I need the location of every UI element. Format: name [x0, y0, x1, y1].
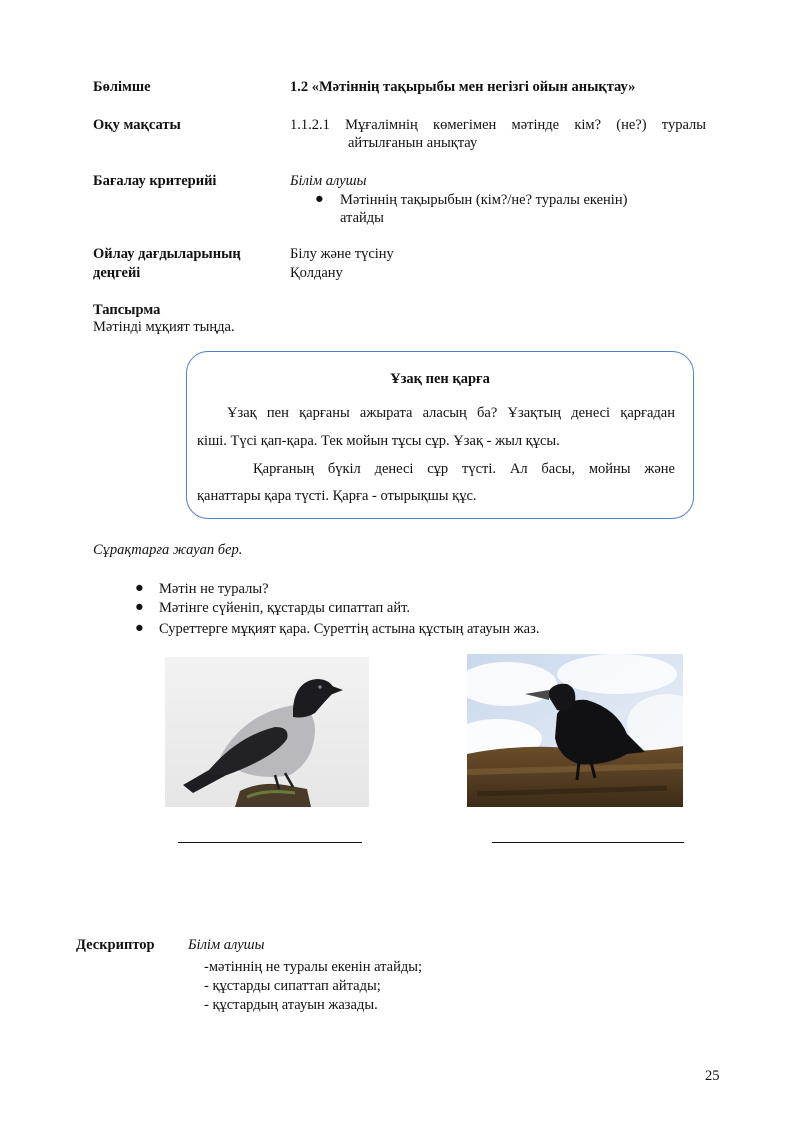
- descriptor-item: - құстарды сипаттап айтады;: [204, 978, 381, 994]
- story-line-3: Қарғаның бүкіл денесі сұр түсті. Ал басы, мойны және: [253, 461, 675, 477]
- question-item: Мәтінге сүйеніп, құстарды сипаттап айт.: [159, 600, 410, 616]
- story-title: Ұзақ пен қарға: [390, 371, 490, 387]
- section-value: 1.2 «Мәтіннің тақырыбы мен негізгі ойын анықтау»: [290, 79, 636, 95]
- question-item: Мәтін не туралы?: [159, 581, 269, 597]
- answer-line-left[interactable]: [178, 842, 362, 843]
- story-line-4: қанаттары қара түсті. Қарға - отырықшы құс.: [197, 488, 477, 504]
- question-bullet-icon: ●: [135, 580, 144, 596]
- questions-intro: Сұрақтарға жауап бер.: [93, 542, 243, 558]
- objective-line1: 1.1.2.1 Мұғалімнің көмегімен мәтінде кім? (не?) туралы: [290, 117, 706, 133]
- story-line-2: кіші. Түсі қап-қара. Тек мойын тұсы сұр. Ұзақ - жыл құсы.: [197, 433, 560, 449]
- rook-photo: [467, 654, 683, 807]
- page-number: 25: [705, 1068, 720, 1084]
- descriptor-item: -мәтіннің не туралы екенін атайды;: [204, 959, 423, 975]
- descriptor-item: - құстардың атауын жазады.: [204, 997, 378, 1013]
- task-text: Мәтінді мұқият тыңда.: [93, 319, 235, 335]
- thinking-label-line1: Ойлау дағдыларының: [93, 246, 241, 262]
- hooded-crow-image: [165, 657, 369, 807]
- criteria-label: Бағалау критерийі: [93, 173, 217, 189]
- rook-image: [467, 654, 683, 807]
- criteria-bullet-icon: ●: [315, 191, 324, 207]
- thinking-value-line1: Білу және түсіну: [290, 246, 394, 262]
- descriptor-label: Дескриптор: [76, 937, 155, 953]
- thinking-value-line2: Қолдану: [290, 265, 343, 281]
- criteria-subject: Білім алушы: [290, 173, 367, 189]
- thinking-label-line2: деңгейі: [93, 265, 141, 281]
- task-label: Тапсырма: [93, 302, 161, 318]
- hooded-crow-photo: [165, 657, 369, 807]
- question-bullet-icon: ●: [135, 599, 144, 615]
- criteria-bullet-line2: атайды: [340, 210, 384, 226]
- objective-label: Оқу мақсаты: [93, 117, 181, 133]
- descriptor-subject: Білім алушы: [188, 937, 265, 953]
- criteria-bullet-line1: Мәтіннің тақырыбын (кім?/не? туралы екенін): [340, 192, 628, 208]
- question-item: Суреттерге мұқият қара. Суреттің астына құстың атауын жаз.: [159, 621, 540, 637]
- story-box: [186, 351, 694, 519]
- objective-line2: айтылғанын анықтау: [348, 135, 478, 151]
- question-bullet-icon: ●: [135, 620, 144, 636]
- answer-line-right[interactable]: [492, 842, 684, 843]
- story-line-1: Ұзақ пен қарғаны ажырата аласың ба? Ұзақтың денесі қарғадан: [227, 405, 675, 421]
- section-label: Бөлімше: [93, 79, 151, 95]
